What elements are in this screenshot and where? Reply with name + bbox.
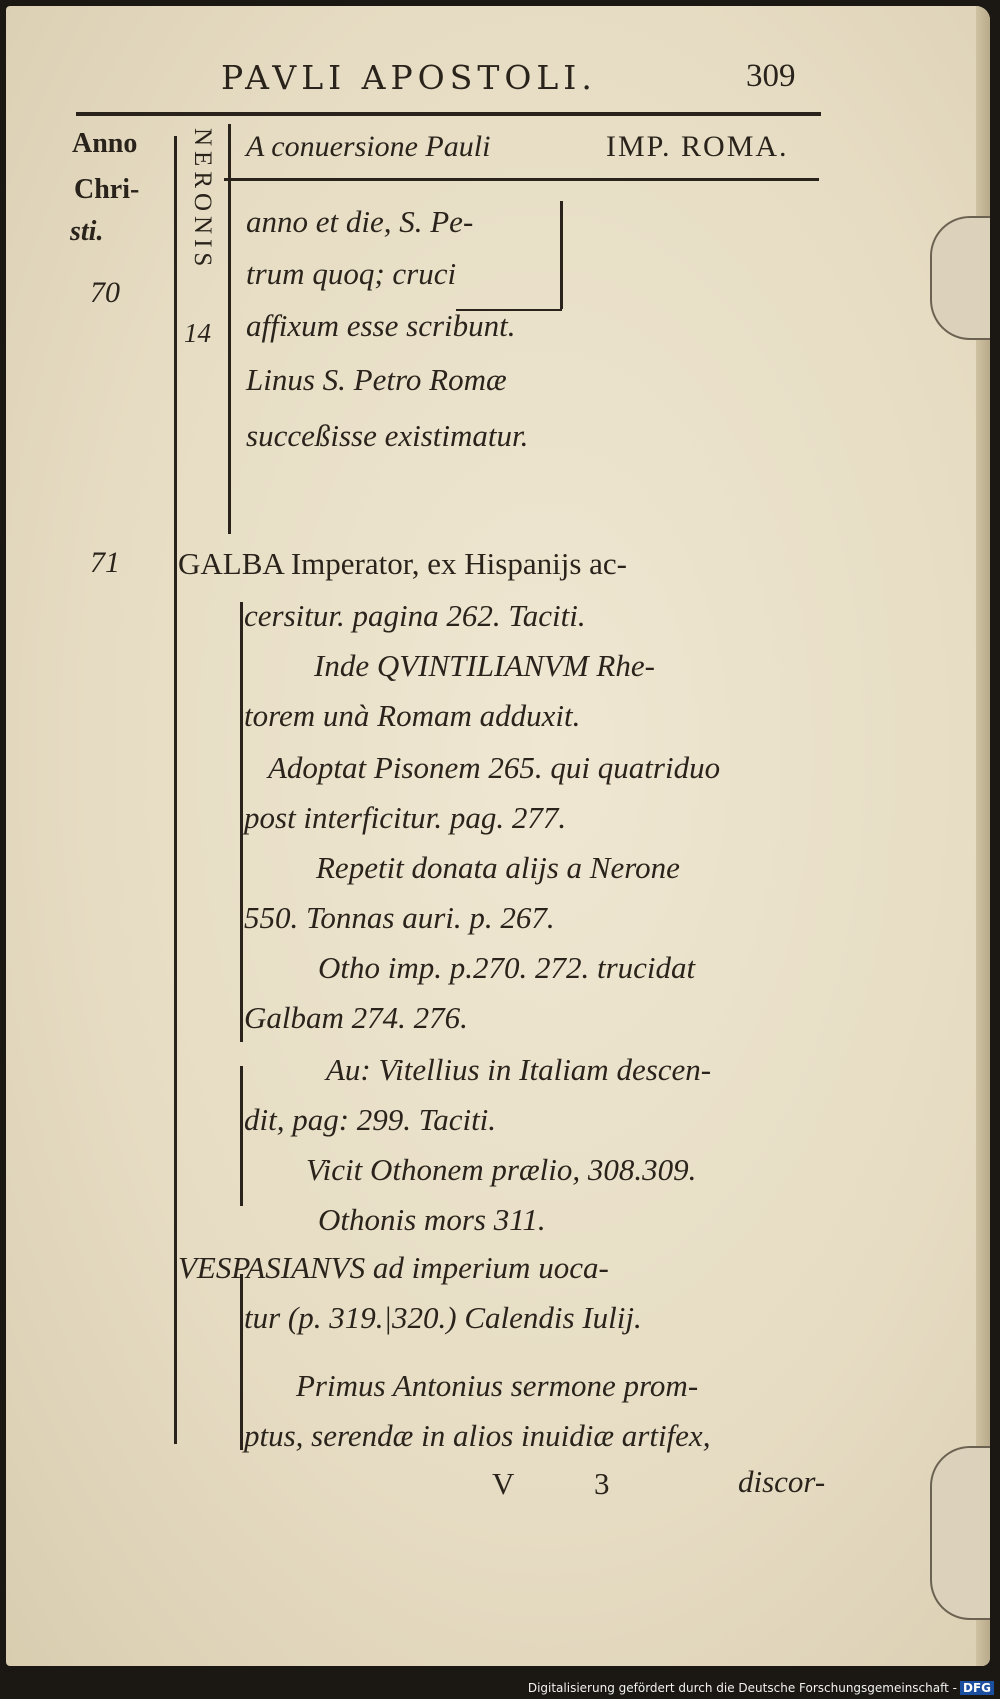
column-rule-galba-lower	[240, 1066, 243, 1206]
entry-line: Repetit donata alijs a Nerone	[316, 850, 680, 885]
entry-line: Primus Antonius sermone prom-	[296, 1368, 699, 1403]
reign-year: 14	[184, 318, 211, 348]
entry-vespasian-title: VESPASIANVS ad imperium uoca-	[178, 1250, 609, 1285]
bracket-rule-peter	[560, 201, 563, 309]
entry-line: Vicit Othonem prælio, 308.309.	[306, 1152, 697, 1187]
column-head-anno: Anno	[72, 128, 138, 159]
entry-line: Galbam 274. 276.	[244, 1000, 468, 1035]
entry-line: Linus S. Petro Romæ	[246, 362, 507, 397]
header-rule	[224, 178, 819, 181]
column-head-chri: Chri-	[74, 174, 140, 205]
column-rule-left	[174, 136, 177, 1444]
entry-line: dit, pag: 299. Taciti.	[244, 1102, 497, 1137]
page-clip-top	[930, 216, 990, 340]
year-71: 71	[90, 546, 120, 579]
entry-line: trum quoq; cruci	[246, 256, 457, 291]
entry-line: succeßisse existimatur.	[246, 418, 529, 453]
column-rule-galba	[240, 602, 243, 1042]
entry-line: post interficitur. pag. 277.	[244, 800, 567, 835]
reign-label: NERONIS	[189, 128, 216, 272]
entry-line: ptus, serendæ in alios inuidiæ artifex,	[244, 1418, 711, 1453]
credit-text: Digitalisierung gefördert durch die Deutsche Forschungsgemeinschaft -	[527, 1681, 957, 1695]
entry-galba-title: GALBA Imperator, ex Hispanijs ac-	[178, 546, 628, 581]
entry-line: anno et die, S. Pe-	[246, 204, 474, 239]
entry-line: cersitur. pagina 262. Taciti.	[244, 598, 586, 633]
column-header-conversion: A conuersione Pauli	[246, 130, 491, 163]
entry-line: Au: Vitellius in Italiam descen-	[326, 1052, 712, 1087]
signature-mark: V	[492, 1466, 515, 1501]
entry-line: Othonis mors 311.	[318, 1202, 546, 1237]
entry-line: Inde QVINTILIANVM Rhe-	[314, 648, 655, 683]
page-clip-bottom	[930, 1446, 990, 1620]
top-rule	[76, 112, 821, 116]
entry-line: 550. Tonnas auri. p. 267.	[244, 900, 555, 935]
dfg-logo: DFG	[960, 1681, 994, 1695]
running-head: PAVLI APOSTOLI.	[221, 58, 597, 97]
column-rule-antonius	[240, 1358, 243, 1450]
signature-number: 3	[594, 1466, 610, 1501]
entry-line: affixum esse scribunt.	[246, 308, 516, 343]
entry-line: Otho imp. p.270. 272. trucidat	[318, 950, 696, 985]
digitization-credit	[528, 1681, 994, 1695]
entry-line: torem unà Romam adduxit.	[244, 698, 581, 733]
column-header-imperium: IMP. ROMA.	[606, 130, 789, 163]
entry-line: Adoptat Pisonem 265. qui quatriduo	[268, 750, 721, 785]
page-number: 309	[746, 58, 796, 94]
entry-line: tur (p. 319.|320.) Calendis Iulij.	[244, 1300, 642, 1335]
catchword: discor-	[738, 1464, 826, 1499]
book-page	[6, 6, 990, 1666]
column-head-sti: sti.	[70, 216, 104, 247]
year-70: 70	[90, 276, 120, 309]
column-rule-reign	[228, 124, 231, 534]
